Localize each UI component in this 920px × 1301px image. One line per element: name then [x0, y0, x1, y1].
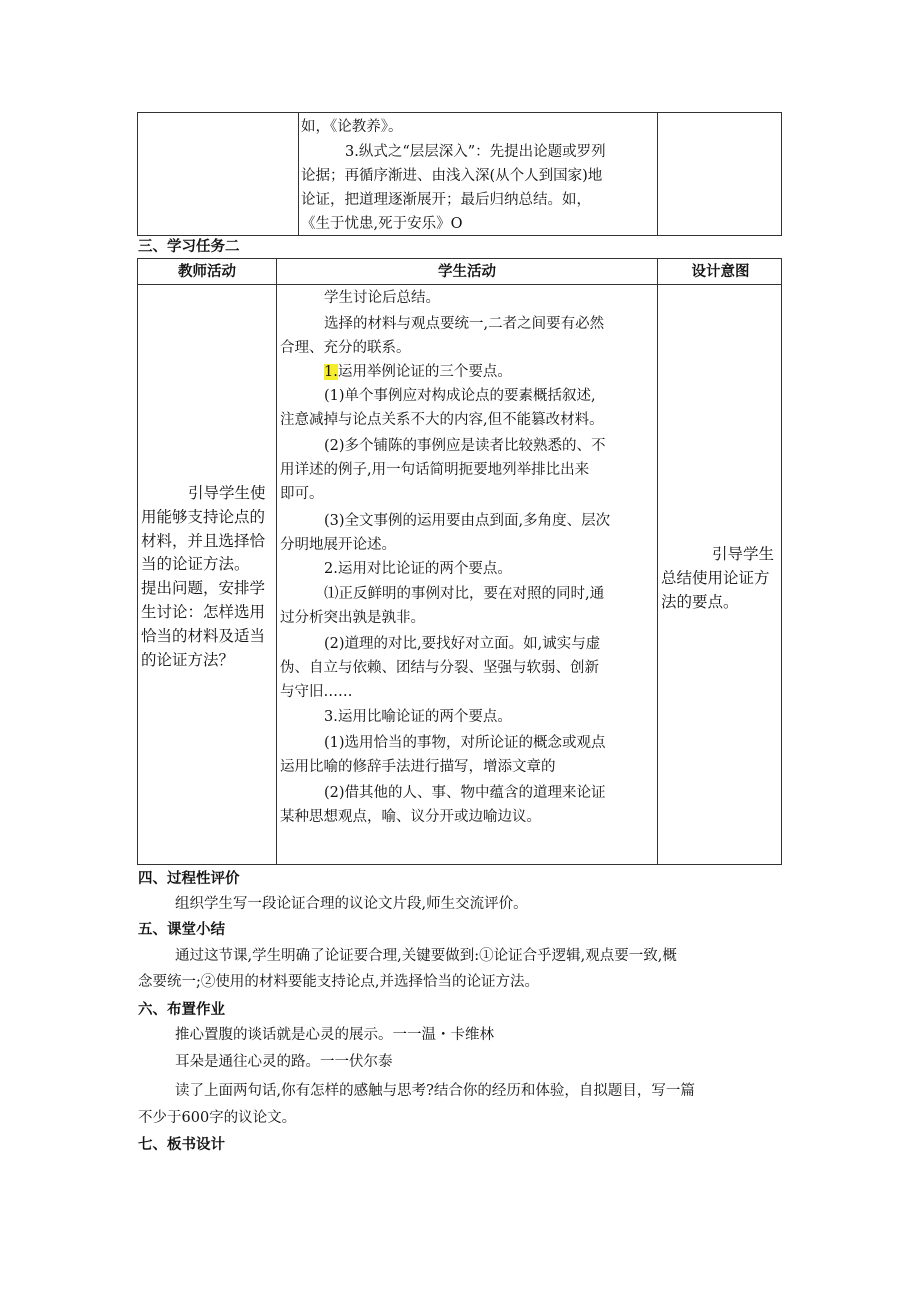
- text-line: (1)单个事例应对构成论点的要素概括叙述,: [324, 388, 596, 404]
- top-table: [137, 112, 782, 236]
- text-line: (2)借其他的人、事、物中蕴含的道理来论证: [324, 785, 606, 801]
- text-line: 《生于忧患,死于安乐》O: [301, 216, 463, 232]
- text-line: 伪、自立与依赖、团结与分裂、坚强与软弱、创新: [280, 660, 599, 676]
- section-4-text: 组织学生写一段论证合理的议论文片段,师生交流评价。: [175, 896, 528, 912]
- text-line: 用能够支持论点的: [141, 508, 266, 526]
- header-student: 学生活动: [438, 264, 496, 280]
- header-teacher: 教师活动: [178, 264, 236, 280]
- text-line: 的论证方法？: [141, 651, 235, 669]
- text-line: 生讨论：怎样选用: [141, 603, 266, 621]
- section-title-6: 六、布置作业: [138, 1002, 225, 1018]
- highlight-number: 1.: [324, 364, 338, 380]
- section-title-7: 七、板书设计: [138, 1137, 225, 1153]
- section-6-text: 读了上面两句话,你有怎样的感触与思考?结合你的经历和体验，自拟题目，写一篇: [175, 1083, 695, 1099]
- text-line: 当的论证方法。: [141, 555, 250, 573]
- text-line: 与守旧……: [280, 684, 353, 700]
- text-line: (3)全文事例的运用要由点到面,多角度、层次: [324, 513, 611, 529]
- text-line: 某种思想观点，喻、议分开或边喻边议。: [280, 809, 541, 825]
- quote-1: 推心置腹的谈话就是心灵的展示。一一温・卡维林: [175, 1027, 494, 1043]
- text-line: 总结使用论证方: [661, 569, 770, 587]
- text-line: 选择的材料与观点要统一,二者之间要有必然: [324, 316, 605, 332]
- section-6-text: 不少于600字的议论文。: [138, 1110, 297, 1126]
- text-line: 恰当的材料及适当: [141, 627, 266, 645]
- text-span: 运用举例论证的三个要点。: [337, 364, 512, 380]
- text-line: (2)多个铺陈的事例应是读者比较熟悉的、不: [324, 438, 606, 454]
- text-line: 注意减掉与论点关系不大的内容,但不能篡改材料。: [280, 412, 604, 428]
- text-line: 过分析突出孰是孰非。: [280, 610, 425, 626]
- task-table: [137, 258, 782, 865]
- section-5-text: 通过这节课,学生明确了论证要合理,关键要做到:①论证合乎逻辑,观点要一致,概: [175, 948, 677, 964]
- text-line: 论证，把道理逐渐展开；最后归纳总结。如，: [301, 192, 591, 208]
- text-line: 材料，并且选择恰: [141, 532, 266, 550]
- quote-2: 耳朵是通往心灵的路。一一伏尔泰: [175, 1054, 393, 1070]
- text-line: [324, 362, 512, 382]
- text-line: ⑴正反鲜明的事例对比，要在对照的同时,通: [324, 586, 605, 602]
- text-line: 法的要点。: [661, 593, 739, 611]
- section-title-3: 三、学习任务二: [138, 239, 240, 255]
- text-line: 2.运用对比论证的两个要点。: [324, 561, 512, 577]
- text-line: 即可。: [280, 486, 324, 502]
- text-line: 合理、充分的联系。: [280, 340, 411, 356]
- text-line: 提出问题，安排学: [141, 579, 266, 597]
- header-intent: 设计意图: [691, 264, 750, 280]
- text-line: 用详述的例子,用一句话简明扼要地列举排比出来: [280, 462, 590, 478]
- text-line: 分明地展开论述。: [280, 537, 396, 553]
- text-line: 如，《论教养》。: [301, 119, 403, 135]
- text-line: 3.运用比喻论证的两个要点。: [324, 709, 512, 725]
- text-line: 论据；再循序渐进、由浅入深(从个人到国家)地: [301, 168, 603, 184]
- text-line: (1)选用恰当的事物，对所论证的概念或观点: [324, 735, 606, 751]
- text-line: 引导学生使: [188, 484, 266, 502]
- text-line: 3.纵式之“层层深入”：先提出论题或罗列: [345, 144, 606, 160]
- section-title-5: 五、课堂小结: [138, 922, 225, 938]
- text-line: 学生讨论后总结。: [324, 290, 440, 306]
- text-line: (2)道理的对比,要找好对立面。如,诚实与虚: [324, 636, 601, 652]
- text-line: 引导学生: [712, 545, 775, 563]
- text-line: 运用比喻的修辞手法进行描写，增添文章的: [280, 759, 556, 775]
- section-title-4: 四、过程性评价: [138, 871, 240, 887]
- section-5-text: 念要统一;②使用的材料要能支持论点,并选择恰当的论证方法。: [138, 974, 539, 990]
